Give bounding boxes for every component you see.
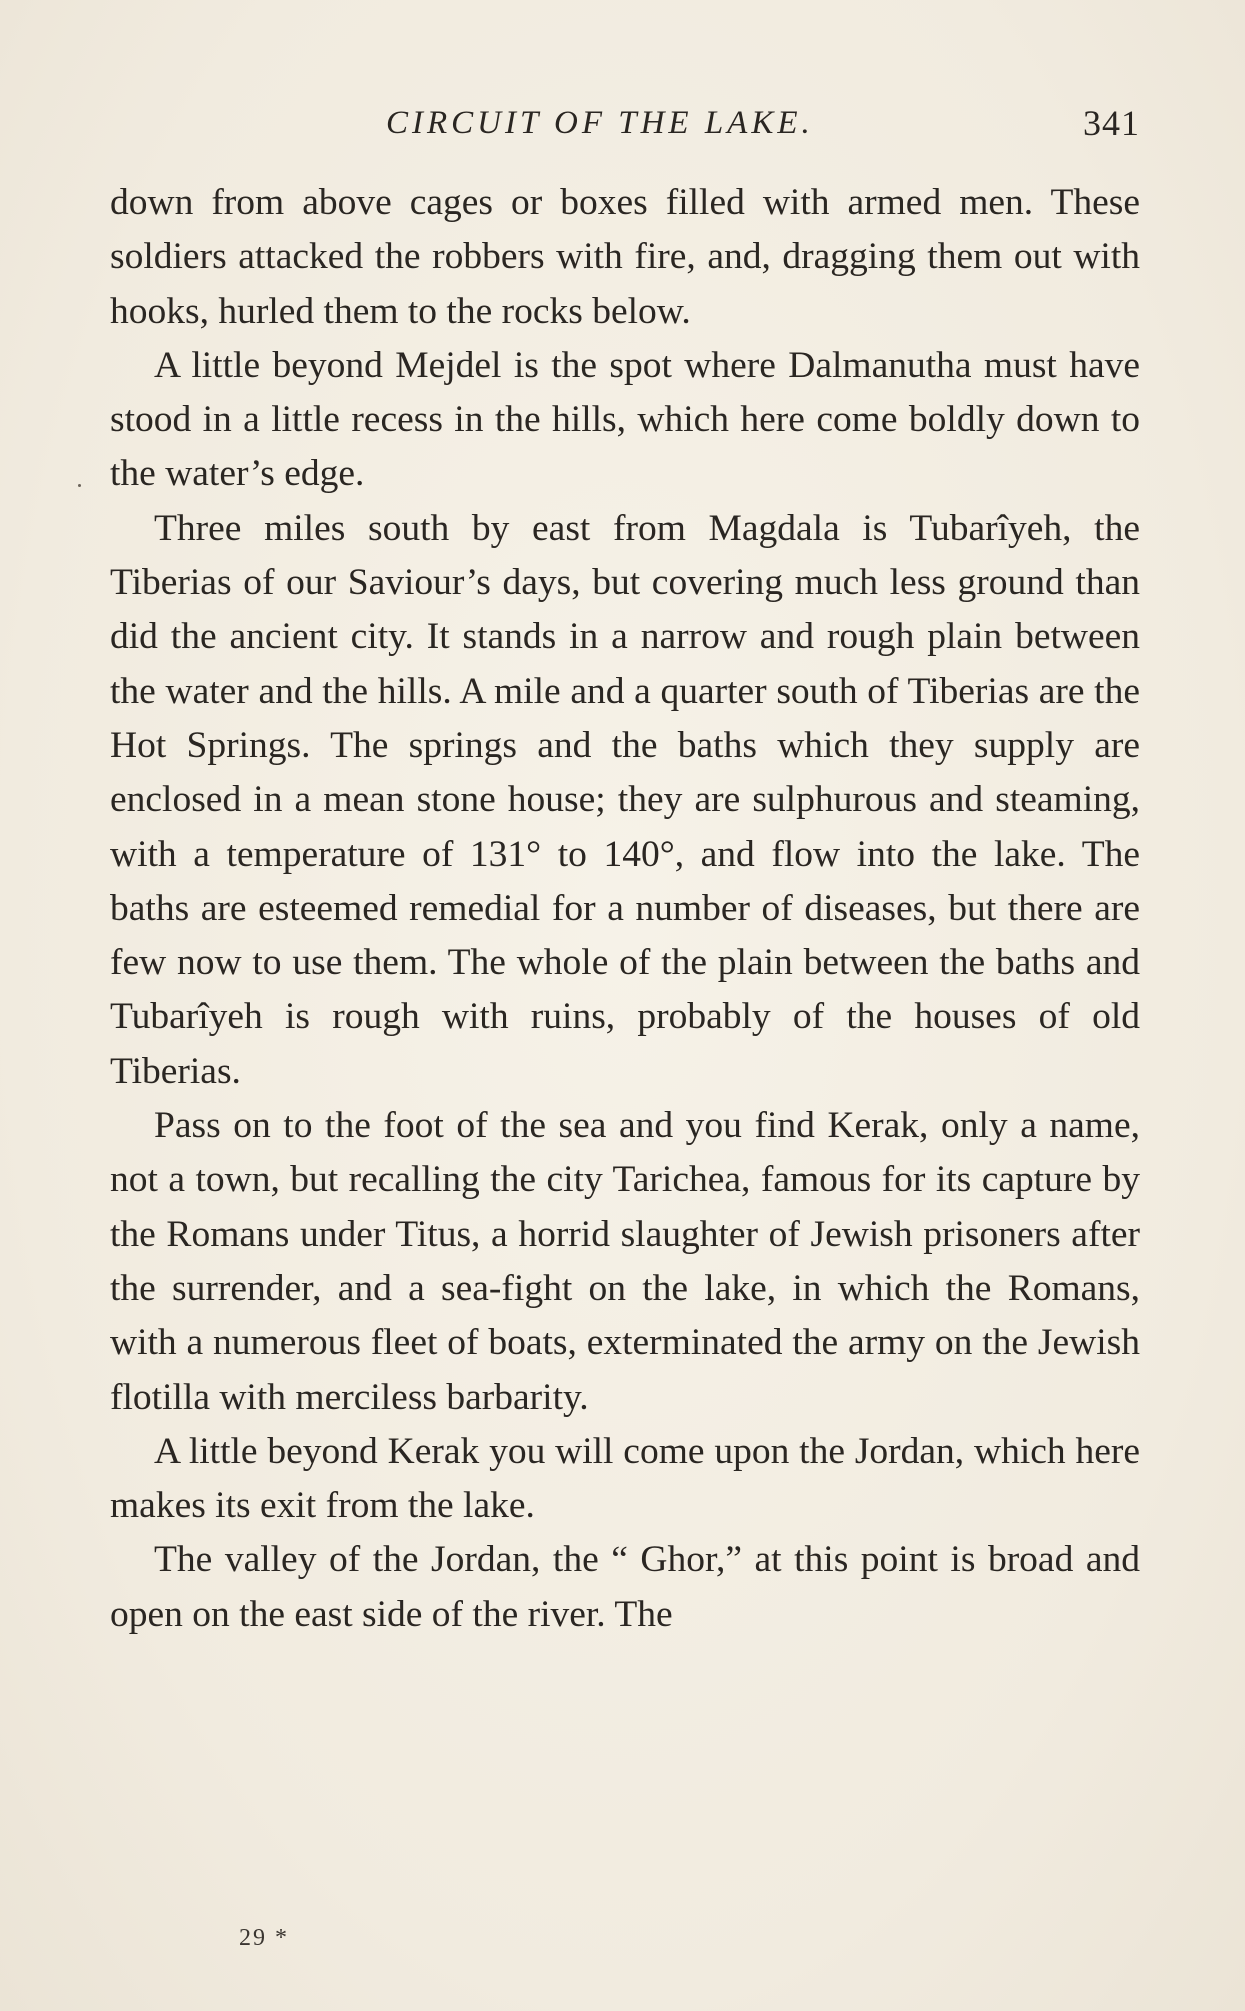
- page-number: 341: [1083, 103, 1140, 143]
- paragraph-jordan-exit: A little beyond Kerak you will come upon the Jordan, which here makes its exit from the lake.: [110, 1430, 1140, 1527]
- paragraph-tubariyeh: Three miles south by east from Magdala is Tubarîyeh, the Tiberias of our Saviour’s days, but covering much less ground than did the ancient city. It stands in a narrow and rough plain between the water and the hills. A mile and a quarter south of Tiberias are the Hot Springs. The springs and the baths which they supply are enclosed in a mean stone house; they are sulphurous and steaming, with a temperature of 131° to 140°, and flow into the lake. The baths are esteemed remedial for a number of diseases, but there are few now to use them. The whole of the plain between the baths and Tubarîyeh is rough with ruins, probably of the houses of old Tiberias.: [110, 507, 1140, 1092]
- body-text: [110, 176, 1140, 1642]
- paragraph-continued: down from above cages or boxes filled with armed men. These soldiers attacked the robbers with fire, and, dragging them out with hooks, hurled them to the rocks below.: [110, 182, 1140, 332]
- margin-speck: [78, 484, 81, 487]
- running-head: [110, 98, 1140, 148]
- paragraph-dalmanutha: A little beyond Mejdel is the spot where Dalmanutha must have stood in a little recess in the hills, which here come boldly down to the water’s edge.: [110, 344, 1140, 495]
- paragraph-ghor: The valley of the Jordan, the “ Ghor,” at this point is broad and open on the east side of the river. The: [110, 1539, 1140, 1635]
- running-title: CIRCUIT OF THE LAKE.: [386, 105, 814, 141]
- paragraph-kerak: Pass on to the foot of the sea and you find Kerak, only a name, not a town, but recalling the city Tarichea, famous for its capture by the Romans under Titus, a horrid slaughter of Jewish prisoners after the surrender, and a sea-fight on the lake, in which the Romans, with a numerous fleet of boats, exterminated the army on the Jewish flotilla with merciless barbarity.: [110, 1105, 1140, 1418]
- signature-mark: 29 *: [239, 1925, 289, 1951]
